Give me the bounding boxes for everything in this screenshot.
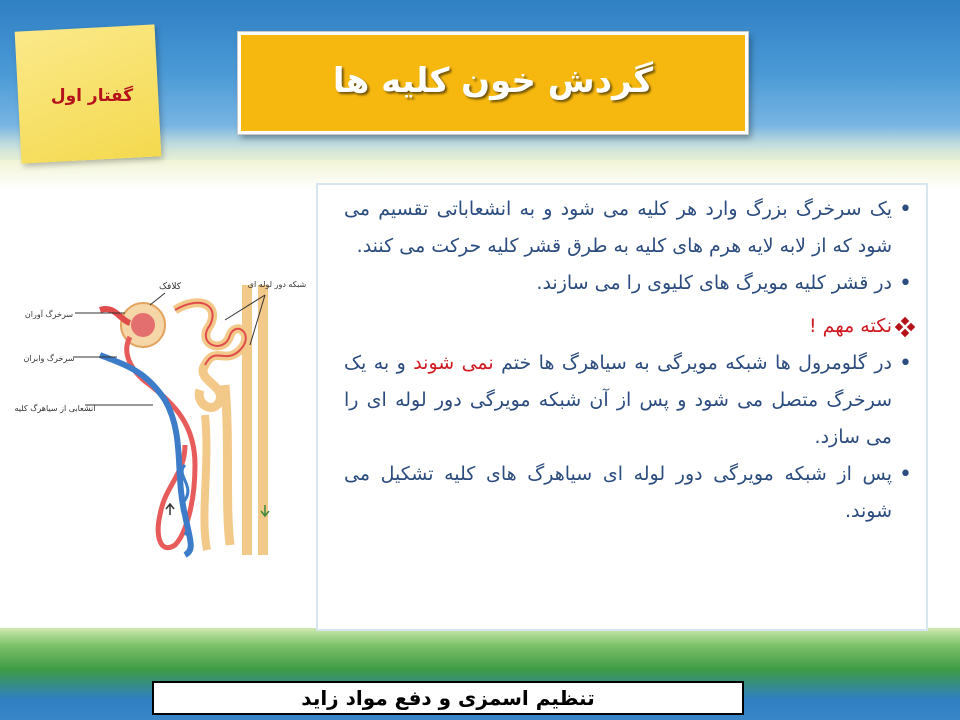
title-banner bbox=[238, 32, 748, 134]
list-item: • پس از شبکه مویرگی دور لوله ای سیاهرگ های کلیه تشکیل می شوند. bbox=[344, 456, 914, 530]
footer-caption: تنظیم اسمزی و دفع مواد زاید bbox=[152, 681, 744, 715]
content-box bbox=[316, 183, 928, 631]
bullet-icon: • bbox=[899, 197, 912, 222]
highlight-text: نمی شوند bbox=[413, 352, 494, 374]
note-heading: نکته مهم ! bbox=[344, 308, 914, 345]
bullet-icon: • bbox=[899, 351, 912, 376]
label-peritubular: شبکه دور لوله ای bbox=[247, 280, 307, 289]
list-item: • در قشر کلیه مویرگ های کلیوی را می سازند. bbox=[344, 265, 914, 302]
label-capsule: کلافک bbox=[158, 282, 182, 292]
label-vein: انشعابی از سیاهرگ کلیه bbox=[14, 404, 96, 413]
section-label: گفتار اول bbox=[50, 86, 134, 106]
bullet-icon: • bbox=[899, 271, 912, 296]
label-afferent: سرخرگ آوران bbox=[24, 310, 74, 319]
list-item: • در گلومرول ها شبکه مویرگی به سیاهرگ ها ختم نمی شوند و به یک سرخرگ متصل می شود و پس از آن شبکه مویرگی دور لوله ای را می سازد. bbox=[344, 345, 914, 456]
diamond-bullet-icon bbox=[896, 318, 914, 336]
list-item: • یک سرخرگ بزرگ وارد هر کلیه می شود و به انشعاباتی تقسیم می شود که از لابه لایه هرم های کلیه به طرق قشر کلیه حرکت می کنند. bbox=[344, 191, 914, 265]
nephron-diagram bbox=[14, 265, 315, 565]
label-efferent: سرخرگ وابران bbox=[23, 354, 75, 363]
bullet-icon: • bbox=[899, 462, 912, 487]
page-title: گردش خون کلیه ها bbox=[332, 61, 654, 101]
